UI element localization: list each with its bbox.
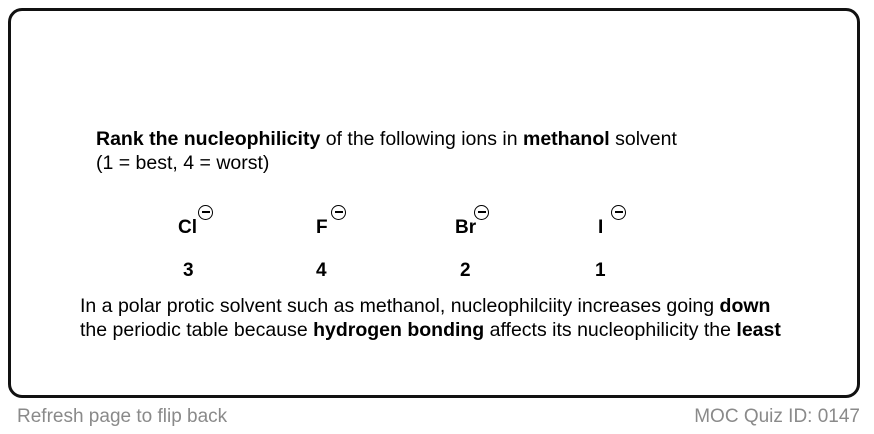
ion-symbol-br: Br [455, 217, 477, 238]
explanation-text-3: affects its nucleophilicity the [484, 318, 737, 341]
negative-charge-icon [198, 205, 213, 220]
quiz-id: MOC Quiz ID: 0147 [694, 406, 860, 427]
question-bold-rank: Rank the nucleophilicity [96, 128, 321, 150]
ion-rank-i: 1 [595, 260, 606, 281]
ion-symbol-i: I [598, 217, 604, 238]
question-text-part4: solvent [609, 128, 677, 150]
question-scale: (1 = best, 4 = worst) [96, 152, 270, 174]
negative-charge-icon [611, 205, 626, 220]
explanation-text-2: the periodic table because [80, 318, 314, 341]
ion-symbol-f: F [316, 217, 328, 238]
negative-charge-icon [474, 205, 489, 220]
negative-charge-icon [331, 205, 346, 220]
question-text [96, 127, 796, 175]
explanation-bold-down: down [719, 295, 771, 317]
explanation-text-1: In a polar protic solvent such as methanol, nucleophilciity increases going [80, 295, 720, 317]
question-bold-methanol: methanol [523, 128, 610, 150]
explanation-bold-hydrogen-bonding: hydrogen bonding [313, 318, 485, 341]
question-text-part2: of the following ions in [320, 128, 523, 150]
answer-explanation [80, 295, 800, 342]
refresh-hint: Refresh page to flip back [17, 406, 228, 427]
explanation-bold-least: least [736, 318, 781, 341]
ion-symbol-cl: Cl [178, 217, 197, 238]
ion-rank-cl: 3 [183, 260, 194, 281]
ion-rank-f: 4 [316, 260, 327, 281]
ion-rank-br: 2 [460, 260, 471, 281]
